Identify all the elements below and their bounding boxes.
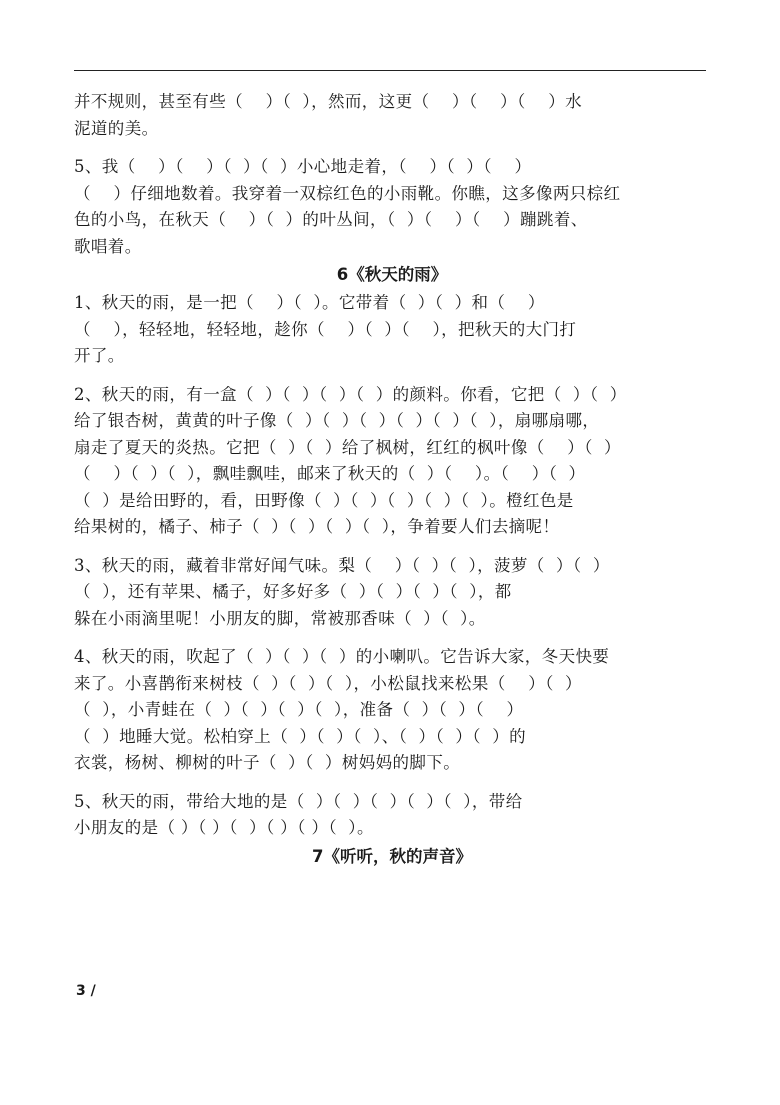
text-line: 衣裳，杨树、柳树的叶子（ ）（ ）树妈妈的脚下。: [74, 753, 461, 772]
text-line: 歌唱着。: [74, 236, 142, 256]
section-heading-6: 6《秋天的雨》: [336, 265, 448, 284]
paragraph-gap: [74, 142, 710, 154]
text-line: （ ），小青蛙在（ ）（ ）（ ）（ ），准备（ ）（ ）（ ）: [74, 700, 524, 719]
text-line: 并不规则，甚至有些（ ）（ ），然而，这更（ ）（ ）（ ）水: [74, 92, 583, 111]
text-line: 给了银杏树，黄黄的叶子像（ ）（ ）（ ）（ ）（ ）（ ），扇哪扇哪，: [74, 411, 600, 430]
page-number: 3 /: [76, 983, 96, 999]
text-line: 泥道的美。: [74, 118, 159, 138]
text-line: （ ）是给田野的，看，田野像（ ）（ ）（ ）（ ）（ ）。橙红色是: [74, 490, 574, 510]
text-line: （ ），还有苹果、橘子，好多好多（ ）（ ）（ ）（ ），都: [74, 582, 512, 601]
text-line: （ ）地睡大觉。松柏穿上（ ）（ ）（ ）、（ ）（ ）（ ）的: [74, 726, 527, 746]
text-line: 5、秋天的雨，带给大地的是（ ）（ ）（ ）（ ）（ ），带给: [74, 791, 523, 811]
section-heading-7: 7《听听，秋的声音》: [312, 846, 472, 866]
header-rule: [74, 70, 706, 71]
text-line: （ ）（ ）（ ），飘哇飘哇，邮来了秋天的（ ）（ ）。（ ）（ ）: [74, 464, 586, 483]
paragraph-gap: [74, 777, 710, 789]
text-line: （ ），轻轻地，轻轻地，趁你（ ）（ ）（ ），把秋天的大门打: [74, 319, 577, 339]
text-line: 色的小鸟，在秋天（ ）（ ）的叶丛间，（ ）（ ）（ ）蹦跳着、: [74, 210, 588, 229]
text-line: 4、秋天的雨，吹起了（ ）（ ）（ ）的小喇叭。它告诉大家，冬天快要: [74, 647, 610, 666]
text-line: 3、秋天的雨，藏着非常好闻气味。梨（ ）（ ）（ ），菠萝（ ）（ ）: [74, 555, 610, 575]
paragraph-gap: [74, 370, 710, 382]
text-line: 小朋友的是（ ）（ ）（ ）（ ）（ ）（ ）。: [74, 818, 374, 837]
text-line: 2、秋天的雨，有一盒（ ）（ ）（ ）（ ）的颜料。你看，它把（ ）（ ）: [74, 384, 627, 404]
text-line: 扇走了夏天的炎热。它把（ ）（ ）给了枫树，红红的枫叶像（ ）（ ）: [74, 437, 621, 457]
worksheet-content: [74, 89, 710, 872]
exercise-block-6: [74, 290, 710, 842]
paragraph-gap: [74, 632, 710, 644]
text-line: （ ）仔细地数着。我穿着一双棕红色的小雨靴。你瞧，这多像两只棕红: [74, 183, 621, 203]
text-line: 开了。: [74, 346, 125, 365]
text-line: 来了。小喜鹊衔来树枝（ ）（ ）（ ），小松鼠找来松果（ ）（ ）: [74, 673, 582, 693]
exercise-block-continued: [74, 89, 710, 260]
text-line: 给果树的，橘子、柿子（ ）（ ）（ ）（ ），争着要人们去摘呢！: [74, 517, 560, 536]
text-line: 1、秋天的雨，是一把（ ）（ ）。它带着（ ）（ ）和（ ）: [74, 293, 545, 312]
paragraph-gap: [74, 541, 710, 553]
text-line: 5、我（ ）（ ）（ ）（ ）小心地走着，（ ）（ ）（ ）: [74, 157, 532, 176]
text-line: 躲在小雨滴里呢！小朋友的脚，常被那香味（ ）（ ）。: [74, 608, 486, 628]
